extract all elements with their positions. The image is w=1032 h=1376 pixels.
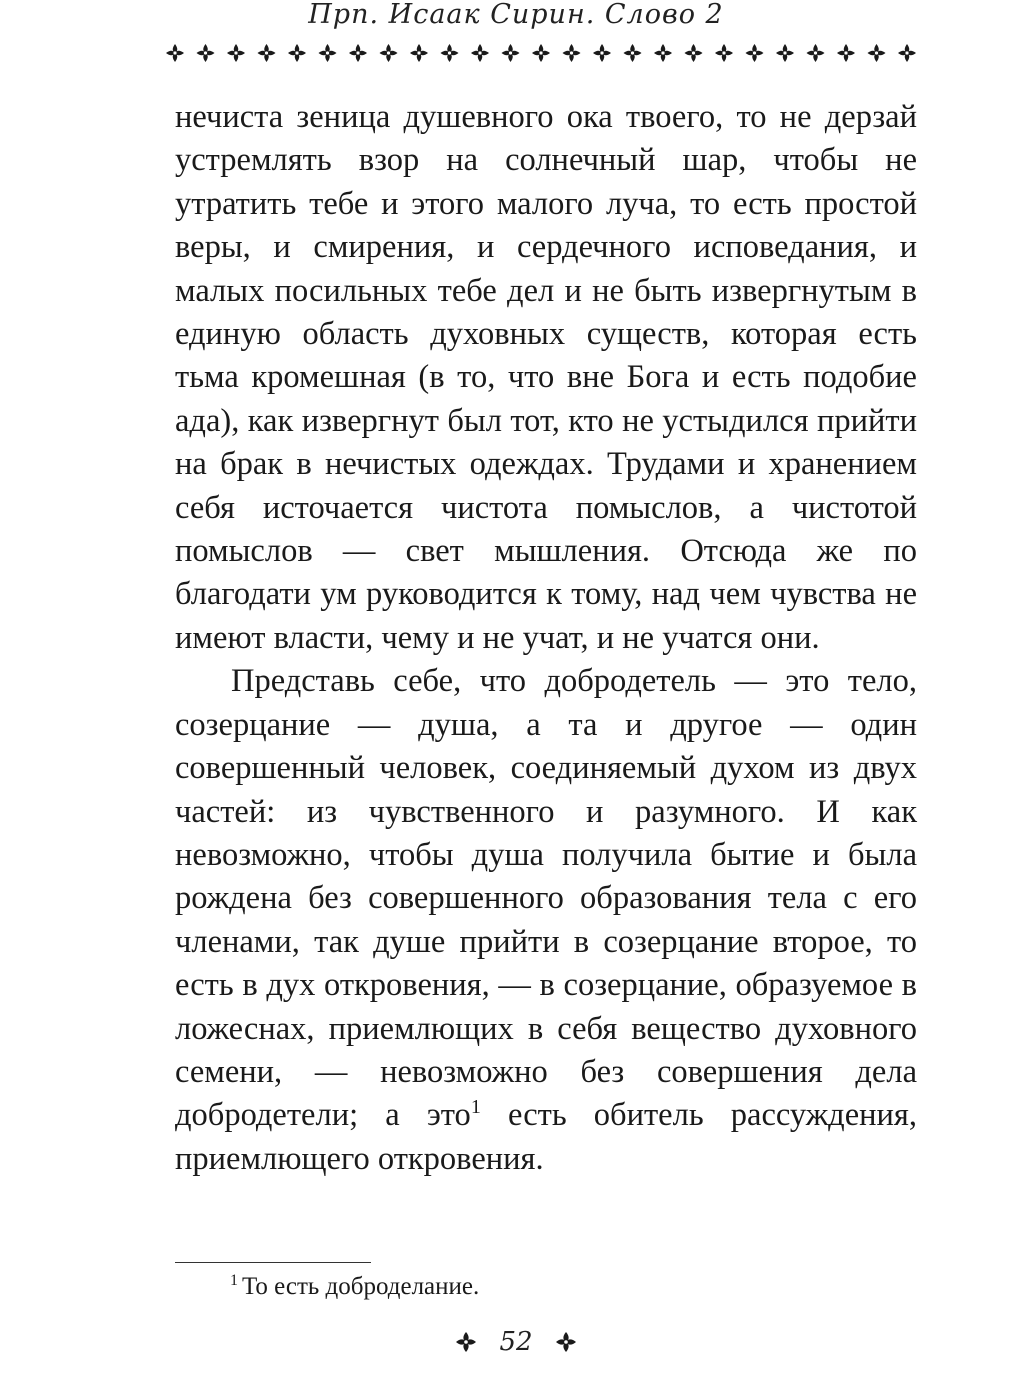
main-text bbox=[175, 96, 917, 1181]
footnote bbox=[230, 1271, 830, 1303]
page-number: 52 bbox=[499, 1327, 533, 1357]
paragraph-virtue-contemplation bbox=[175, 660, 917, 1181]
paragraph-text-end: есть обитель рассуждения, приемлющего откровения. bbox=[175, 1097, 917, 1177]
footnote-number: 1 bbox=[230, 1271, 238, 1289]
footnote-text: То есть доброделание. bbox=[242, 1273, 480, 1300]
page-folio bbox=[0, 1322, 1032, 1362]
paragraph-text-start: Представь себе, что добродетель — это тело, созерцание — душа, а та и другое — один совершенный человек, соединяемый духом из двух частей: из чувственного и разумного. И как невозможно, чтобы душа получила бытие и была рождена без совершенного образования тела с его членами, так душе прийти в созерцание второе, то есть в дух откровения, — в созерцание, образуемое в ложеснах, приемлющих в себя вещество духовного семени, — невозможно без совершения дела добродетели; а это bbox=[175, 663, 917, 1134]
running-head: Прп. Исаак Сирин. Слово 2 bbox=[308, 0, 724, 30]
fleuron-icon bbox=[555, 1331, 577, 1353]
fleuron-rule-icon bbox=[166, 40, 916, 66]
footnote-reference[interactable]: 1 bbox=[470, 1096, 481, 1119]
footnote-separator bbox=[175, 1262, 371, 1263]
fleuron-icon bbox=[455, 1331, 477, 1353]
paragraph-continued: нечиста зеница душевного ока твоего, то не дерзай устремлять взор на солнечный шар, чтобы не утратить тебе и этого малого луча, то есть простой веры, и смирения, и сердечного исповедания, и малых посильных тебе дел и не быть извергнутым в единую область духовных существ, которая есть тьма кромешная (в то, что вне Бога и есть подобие ада), как извергнут был тот, кто не устыдился прийти на брак в нечистых одеждах. Трудами и хранением себя источается чистота помыслов, а чистотой помыслов — свет мышления. Отсюда же по благодати ум руководится к тому, над чем чувства не имеют власти, чему и не учат, и не учатся они. bbox=[175, 99, 917, 656]
